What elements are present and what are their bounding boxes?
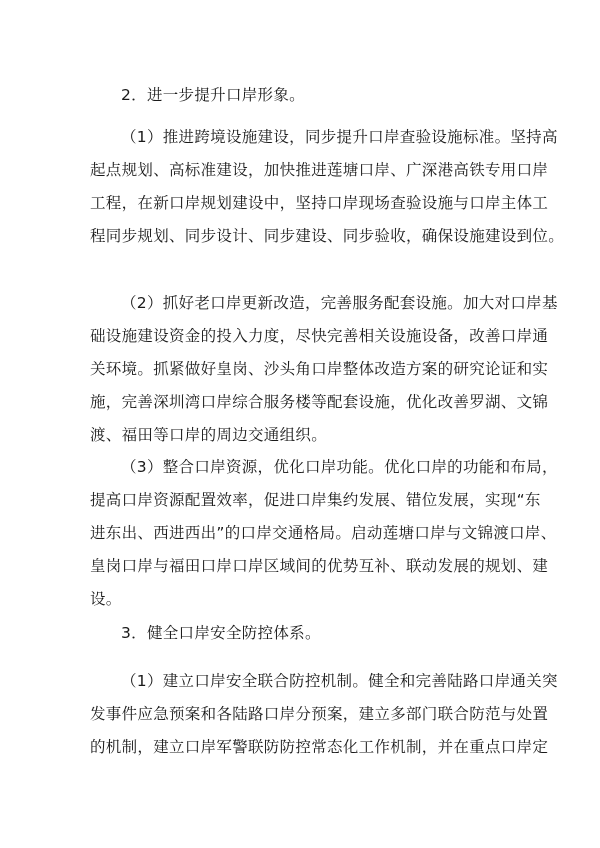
text-line: 设。 xyxy=(90,590,122,608)
text-line: 工程，在新口岸规划建设中，坚持口岸现场查验设施与口岸主体工 xyxy=(90,194,549,212)
text-line: 渡、福田等口岸的周边交通组织。 xyxy=(90,426,328,444)
text-line: 程同步规划、同步设计、同步建设、同步验收，确保设施建设到位。 xyxy=(90,227,565,245)
text-line: 发事件应急预案和各陆路口岸分预案，建立多部门联合防范与处置 xyxy=(90,705,549,723)
text-line: （1）建立口岸安全联合防控机制。健全和完善陆路口岸通关突 xyxy=(121,672,558,690)
text-line: 皇岗口岸与福田口岸口岸区域间的优势互补、联动发展的规划、建 xyxy=(90,557,549,575)
paragraph-old-port-renovation xyxy=(90,287,558,452)
paragraph-cross-border-facilities xyxy=(90,121,565,253)
text-line: 进东出、西进西出”的口岸交通格局。启动莲塘口岸与文锦渡口岸、 xyxy=(90,524,557,542)
text-line: （3）整合口岸资源，优化口岸功能。优化口岸的功能和布局， xyxy=(121,458,558,476)
text-line: 2．进一步提升口岸形象。 xyxy=(121,86,305,104)
paragraph-port-resources xyxy=(90,451,558,616)
text-line: （1）推进跨境设施建设，同步提升口岸查验设施标准。坚持高 xyxy=(121,128,558,146)
text-line: 的机制，建立口岸军警联防防控常态化工作机制，并在重点口岸定 xyxy=(90,738,549,756)
section-heading-3 xyxy=(90,617,514,650)
text-line: （2）抓好老口岸更新改造，完善服务配套设施。加大对口岸基 xyxy=(121,294,558,312)
text-line: 提高口岸资源配置效率，促进口岸集约发展、错位发展，实现“东 xyxy=(90,491,541,509)
text-line: 础设施建设资金的投入力度，尽快完善相关设施设备，改善口岸通 xyxy=(90,327,549,345)
text-line: 关环境。抓紧做好皇岗、沙头角口岸整体改造方案的研究论证和实 xyxy=(90,360,549,378)
text-line: 起点规划、高标准建设，加快推进莲塘口岸、广深港高铁专用口岸 xyxy=(90,161,549,179)
text-line: 施，完善深圳湾口岸综合服务楼等配套设施，优化改善罗湖、文锦 xyxy=(90,393,549,411)
text-line: 3．健全口岸安全防控体系。 xyxy=(121,624,321,642)
section-heading-2 xyxy=(90,79,514,112)
paragraph-security-mechanism xyxy=(90,665,558,764)
